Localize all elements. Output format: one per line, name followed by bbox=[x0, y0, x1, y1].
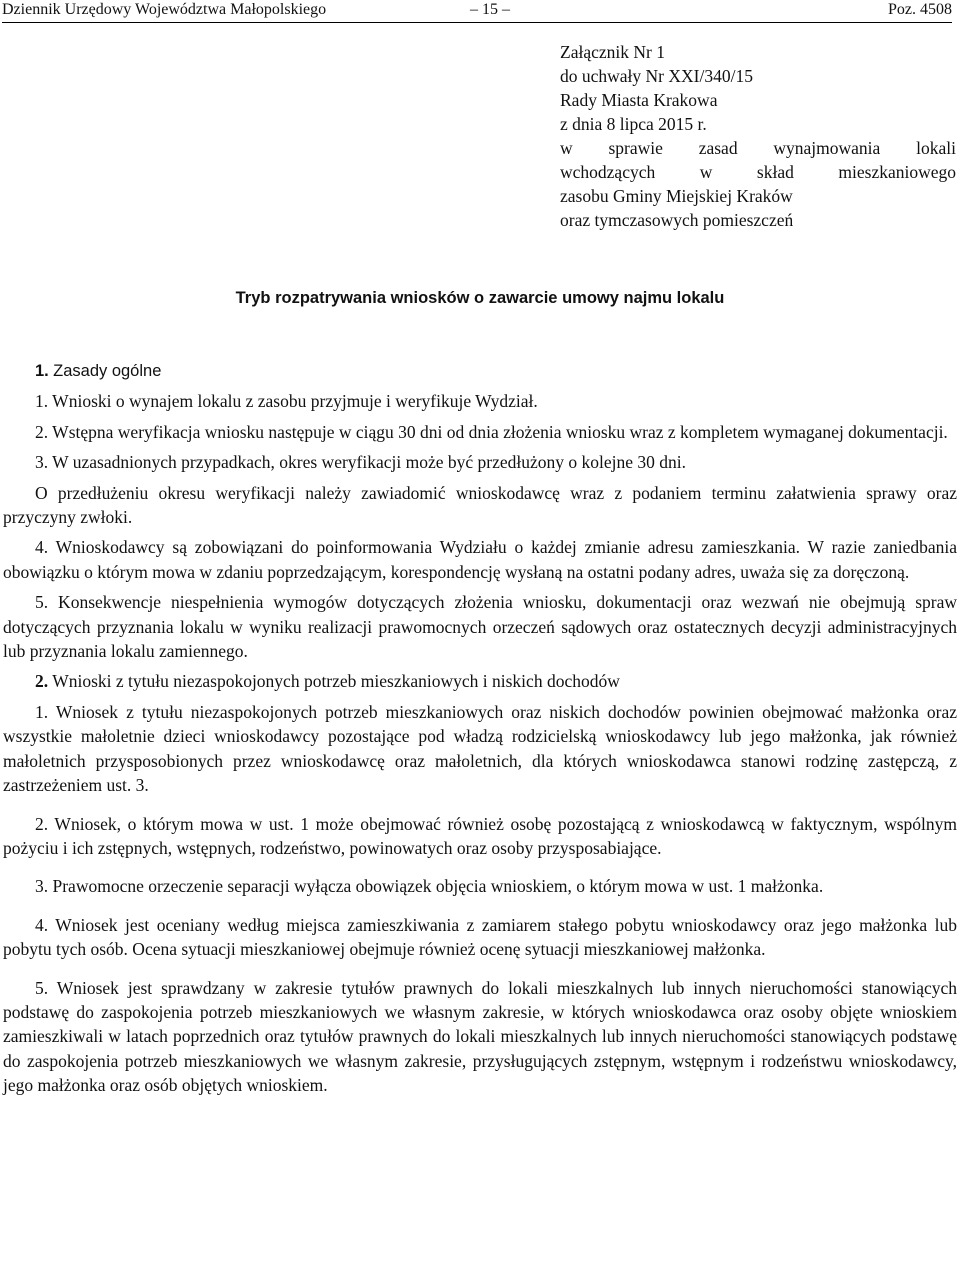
section-2-heading bbox=[3, 669, 957, 693]
paragraph: 3. Prawomocne orzeczenie separacji wyłącza obowiązek objęcia wnioskiem, o którym mowa w ust. 1 małżonka. bbox=[35, 876, 824, 897]
page-number: – 15 – bbox=[470, 1, 510, 18]
section-number: 2. bbox=[35, 671, 49, 692]
section-title: Wnioski z tytułu niezaspokojonych potrzeb mieszkaniowych i niskich dochodów bbox=[52, 671, 620, 692]
paragraph: 4. Wnioskodawcy są zobowiązani do poinformowania Wydziału o każdej zmianie adresu zamieszkania. W razie zaniedbania obowiązku o którym mowa w zdaniu poprzedzającym, korespondencję wysłaną na ostatni podany adres, uważa się za doręczoną. bbox=[3, 537, 957, 582]
paragraph: 1. Wniosek z tytułu niezaspokojonych potrzeb mieszkaniowych oraz niskich dochodów powinien obejmować małżonka oraz wszystkie małoletnie dzieci wnioskodawcy pozostające pod władzą rodzicielską wnioskodawcy lub jego małżonka, jak również małoletnich przysposobionych przez wnioskodawcę oraz małoletnich, dla których wnioskodawca stanowi rodzinę zastępczą, z zastrzeżeniem ust. 3. bbox=[3, 701, 957, 796]
paragraph: 2. Wstępna weryfikacja wniosku następuje w ciągu 30 dni od dnia złożenia wniosku wraz z kompletem wymaganej dokumentacji. bbox=[35, 421, 948, 442]
paragraph: O przedłużeniu okresu weryfikacji należy zawiadomić wnioskodawcę wraz z podaniem terminu załatwienia sprawy oraz przyczyny zwłoki. bbox=[3, 482, 957, 528]
paragraph: 1. Wnioski o wynajem lokalu z zasobu przyjmuje i weryfikuje Wydział. bbox=[35, 391, 538, 412]
paragraph: 2. Wniosek, o którym mowa w ust. 1 może obejmować również osobę pozostającą z wnioskodawcą w faktycznym, wspólnym pożyciu i ich zstępnych, wstępnych, rodzeństwo, powinowatych oraz osoby przysposabiające. bbox=[3, 813, 957, 858]
page-header bbox=[2, 0, 952, 23]
annex-line: Rady Miasta Krakowa bbox=[560, 90, 718, 110]
document-title: Tryb rozpatrywania wniosków o zawarcie umowy najmu lokalu bbox=[235, 289, 725, 307]
journal-title: Dziennik Urzędowy Województwa Małopolskiego bbox=[2, 1, 327, 18]
position-number: Poz. 4508 bbox=[888, 1, 952, 18]
section-number: 1. bbox=[35, 362, 49, 380]
annex-line: Załącznik Nr 1 bbox=[560, 42, 665, 62]
paragraph: 3. W uzasadnionych przypadkach, okres weryfikacji może być przedłużony o kolejne 30 dni. bbox=[35, 452, 687, 473]
paragraph: 5. Konsekwencje niespełnienia wymogów dotyczących złożenia wniosku, dokumentacji oraz wezwań nie obejmują spraw dotyczących przyznania lokalu w wyniku realizacji prawomocnych orzeczeń sądowych oraz ostatecznych decyzji administracyjnych lub przyznania lokalu zamiennego. bbox=[3, 592, 957, 662]
annex-line: z dnia 8 lipca 2015 r. bbox=[560, 114, 707, 134]
section-1-heading bbox=[3, 358, 957, 383]
annex-line: wchodzących w skład mieszkaniowego bbox=[560, 162, 956, 182]
section-title: Zasady ogólne bbox=[53, 362, 162, 380]
annex-line: do uchwały Nr XXI/340/15 bbox=[560, 66, 753, 86]
annex-line: w sprawie zasad wynajmowania lokali bbox=[560, 138, 956, 158]
annex-line: zasobu Gminy Miejskiej Kraków bbox=[560, 186, 793, 206]
document-body bbox=[3, 358, 957, 1104]
annex-line: oraz tymczasowych pomieszczeń bbox=[560, 210, 794, 230]
annex-block bbox=[560, 40, 956, 232]
paragraph: 4. Wniosek jest oceniany według miejsca zamieszkiwania z zamiarem stałego pobytu wnioskodawcy oraz jego małżonka lub pobytu tych osób. Ocena sytuacji mieszkaniowej obejmuje również ocenę sytuacji mieszkaniowej małżonka. bbox=[3, 914, 957, 960]
paragraph: 5. Wniosek jest sprawdzany w zakresie tytułów prawnych do lokali mieszkalnych lub innych nieruchomości stanowiących podstawę do zaspokojenia potrzeb mieszkaniowych we własnym zakresie, w których wnioskodawca oraz osoby objęte wnioskiem zamieszkiwali w latach poprzednich oraz tytułów prawnych do lokali mieszkalnych lub innych nieruchomości stanowiących podstawę do zaspokojenia potrzeb mieszkaniowych we własnym zakresie, przysługujących zstępnym, wstępnym i rodzeństwu wnioskodawcy, jego małżonka oraz osób objętych wnioskiem. bbox=[3, 977, 957, 1096]
